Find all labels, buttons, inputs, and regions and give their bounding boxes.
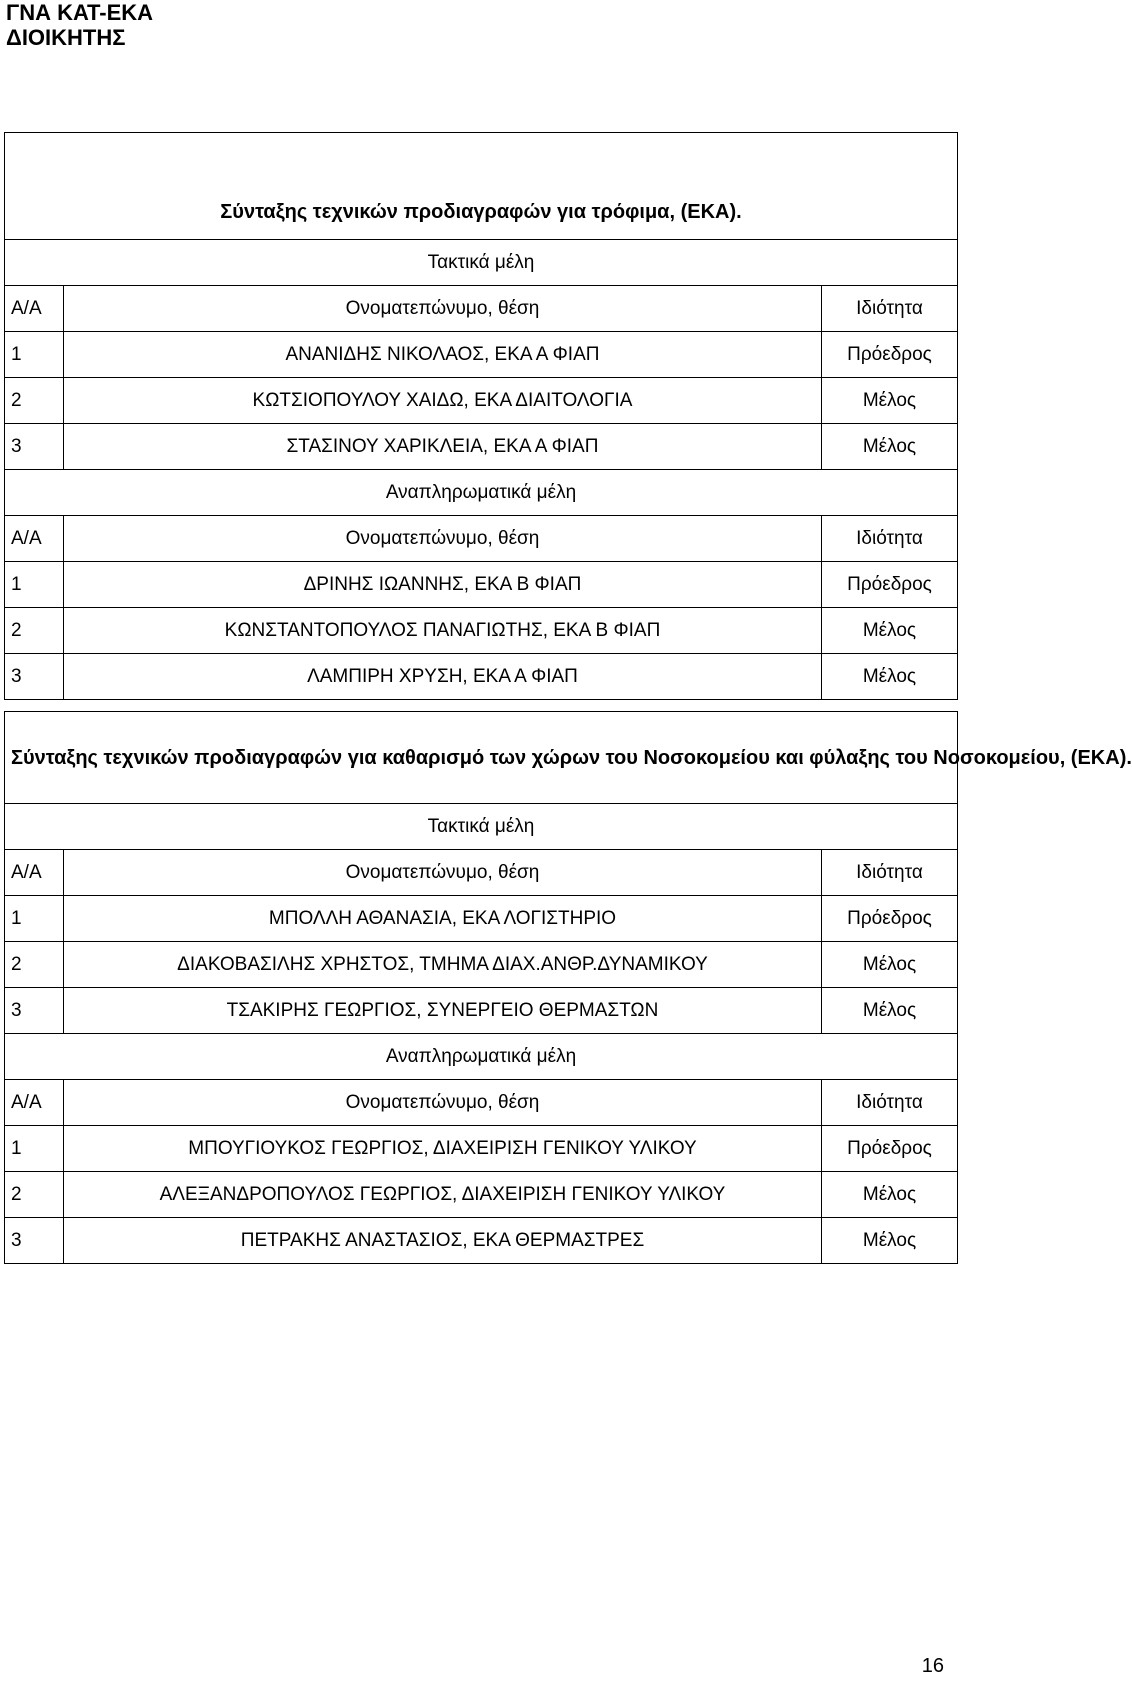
table-row: [5, 378, 958, 424]
member-name: ΔΡΙΝΗΣ ΙΩΑΝΝΗΣ, ΕΚΑ Β ΦΙΑΠ: [64, 562, 822, 608]
table-row: [5, 424, 958, 470]
column-header-row: [5, 850, 958, 896]
document-heading: [6, 0, 153, 50]
regular-members-label: Τακτικά μέλη: [5, 804, 958, 850]
member-name: ΑΝΑΝΙΔΗΣ ΝΙΚΟΛΑΟΣ, ΕΚΑ Α ΦΙΑΠ: [64, 332, 822, 378]
member-name: ΛΑΜΠΙΡΗ ΧΡΥΣΗ, ΕΚΑ Α ΦΙΑΠ: [64, 654, 822, 700]
table-row: [5, 332, 958, 378]
member-aa: 3: [5, 424, 64, 470]
member-name: ΚΩΝΣΤΑΝΤΟΠΟΥΛΟΣ ΠΑΝΑΓΙΩΤΗΣ, ΕΚΑ Β ΦΙΑΠ: [64, 608, 822, 654]
regular-members-label: Τακτικά μέλη: [5, 240, 958, 286]
member-role: Πρόεδρος: [821, 332, 957, 378]
col-header-aa: Α/Α: [5, 850, 64, 896]
table-row: [5, 988, 958, 1034]
table-row: [5, 1218, 958, 1264]
member-aa: 3: [5, 988, 64, 1034]
member-name: ΔΙΑΚΟΒΑΣΙΛΗΣ ΧΡΗΣΤΟΣ, ΤΜΗΜΑ ΔΙΑΧ.ΑΝΘΡ.ΔΥΝΑΜΙΚΟΥ: [64, 942, 822, 988]
table-row: [5, 608, 958, 654]
page-number: 16: [921, 1655, 944, 1677]
section-row: [5, 240, 958, 286]
section-row: [5, 804, 958, 850]
col-header-name: Ονοματεπώνυμο, θέση: [64, 516, 822, 562]
committee-title: Σύνταξης τεχνικών προδιαγραφών για καθαρισμό των χώρων του Νοσοκομείου και φύλαξης του Νοσοκομείου, (ΕΚΑ).: [5, 712, 958, 804]
heading-line-1: ΓΝΑ ΚΑΤ-ΕΚΑ: [6, 0, 154, 25]
alternate-members-label: Αναπληρωματικά μέλη: [5, 470, 958, 516]
member-role: Μέλος: [821, 654, 957, 700]
column-header-row: [5, 1080, 958, 1126]
col-header-role: Ιδιότητα: [821, 286, 957, 332]
col-header-role: Ιδιότητα: [821, 516, 957, 562]
column-header-row: [5, 286, 958, 332]
committee-table-1: [4, 132, 958, 700]
committee-title-row: [5, 133, 958, 240]
member-name: ΣΤΑΣΙΝΟΥ ΧΑΡΙΚΛΕΙΑ, ΕΚΑ Α ΦΙΑΠ: [64, 424, 822, 470]
table-row: [5, 942, 958, 988]
member-role: Μέλος: [821, 942, 957, 988]
member-aa: 1: [5, 1126, 64, 1172]
member-aa: 2: [5, 1172, 64, 1218]
member-aa: 1: [5, 562, 64, 608]
member-role: Πρόεδρος: [821, 1126, 957, 1172]
table-row: [5, 1126, 958, 1172]
member-aa: 1: [5, 896, 64, 942]
member-aa: 1: [5, 332, 64, 378]
column-header-row: [5, 516, 958, 562]
member-aa: 2: [5, 608, 64, 654]
col-header-name: Ονοματεπώνυμο, θέση: [64, 850, 822, 896]
section-row: [5, 470, 958, 516]
table-row: [5, 562, 958, 608]
member-role: Μέλος: [821, 424, 957, 470]
committee-title: Σύνταξης τεχνικών προδιαγραφών για τρόφιμα, (ΕΚΑ).: [5, 133, 958, 240]
col-header-name: Ονοματεπώνυμο, θέση: [64, 1080, 822, 1126]
member-role: Μέλος: [821, 608, 957, 654]
member-aa: 2: [5, 942, 64, 988]
table-row: [5, 896, 958, 942]
heading-line-2: ΔΙΟΙΚΗΤΗΣ: [6, 25, 126, 50]
member-role: Μέλος: [821, 1218, 957, 1264]
member-aa: 3: [5, 654, 64, 700]
member-name: ΤΣΑΚΙΡΗΣ ΓΕΩΡΓΙΟΣ, ΣΥΝΕΡΓΕΙΟ ΘΕΡΜΑΣΤΩΝ: [64, 988, 822, 1034]
member-aa: 2: [5, 378, 64, 424]
col-header-aa: Α/Α: [5, 286, 64, 332]
member-name: ΠΕΤΡΑΚΗΣ ΑΝΑΣΤΑΣΙΟΣ, ΕΚΑ ΘΕΡΜΑΣΤΡΕΣ: [64, 1218, 822, 1264]
member-role: Πρόεδρος: [821, 562, 957, 608]
member-role: Πρόεδρος: [821, 896, 957, 942]
committee-title-row: [5, 712, 958, 804]
member-role: Μέλος: [821, 1172, 957, 1218]
member-name: ΚΩΤΣΙΟΠΟΥΛΟΥ ΧΑΙΔΩ, ΕΚΑ ΔΙΑΙΤΟΛΟΓΙΑ: [64, 378, 822, 424]
section-row: [5, 1034, 958, 1080]
member-name: ΜΠΟΥΓΙΟΥΚΟΣ ΓΕΩΡΓΙΟΣ, ΔΙΑΧΕΙΡΙΣΗ ΓΕΝΙΚΟΥ ΥΛΙΚΟΥ: [64, 1126, 822, 1172]
col-header-name: Ονοματεπώνυμο, θέση: [64, 286, 822, 332]
col-header-aa: Α/Α: [5, 516, 64, 562]
member-name: ΜΠΟΛΛΗ ΑΘΑΝΑΣΙΑ, ΕΚΑ ΛΟΓΙΣΤΗΡΙΟ: [64, 896, 822, 942]
member-role: Μέλος: [821, 378, 957, 424]
member-name: ΑΛΕΞΑΝΔΡΟΠΟΥΛΟΣ ΓΕΩΡΓΙΟΣ, ΔΙΑΧΕΙΡΙΣΗ ΓΕΝΙΚΟΥ ΥΛΙΚΟΥ: [64, 1172, 822, 1218]
alternate-members-label: Αναπληρωματικά μέλη: [5, 1034, 958, 1080]
col-header-aa: Α/Α: [5, 1080, 64, 1126]
member-aa: 3: [5, 1218, 64, 1264]
col-header-role: Ιδιότητα: [821, 1080, 957, 1126]
member-role: Μέλος: [821, 988, 957, 1034]
table-row: [5, 654, 958, 700]
col-header-role: Ιδιότητα: [821, 850, 957, 896]
committee-table-2: [4, 711, 1132, 1264]
table-row: [5, 1172, 958, 1218]
